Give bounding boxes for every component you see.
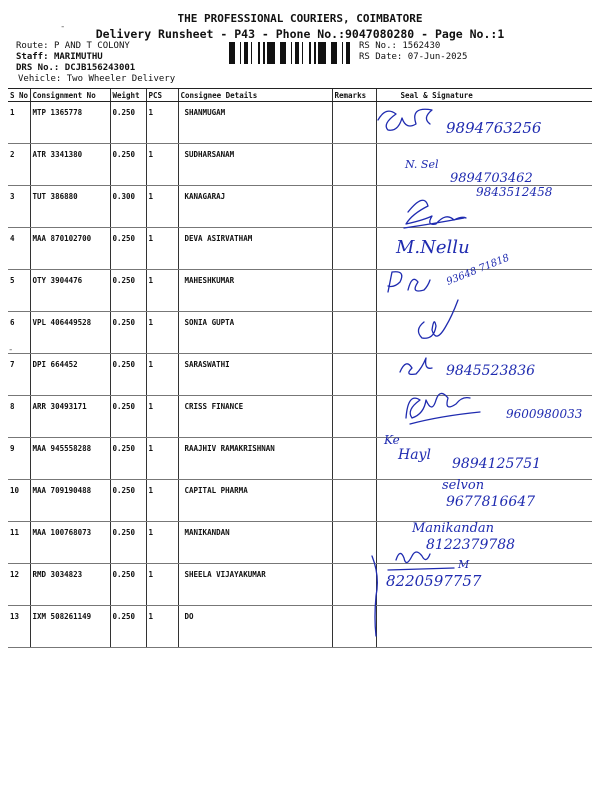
cell-weight: 0.250 [110,522,146,564]
cell-signature [376,354,592,396]
table-row [8,396,592,438]
staff-line [16,52,103,62]
cell-weight: 0.250 [110,270,146,312]
cell-pcs: 1 [146,312,178,354]
cell-pcs: 1 [146,522,178,564]
company-title: THE PROFESSIONAL COURIERS, COIMBATORE [177,12,423,25]
cell-sno: 4 [8,228,30,270]
handwritten-text: selvon [442,478,485,493]
table-row [8,102,592,144]
cell-remarks [332,312,376,354]
cell-remarks [332,270,376,312]
barcode-bar [295,42,298,64]
barcode-bar [283,42,286,64]
cell-consignment: MAA 870102700 [30,228,110,270]
barcode-bar [240,42,241,64]
route-value: P AND T COLONY [53,41,130,51]
cell-weight: 0.250 [110,354,146,396]
table-row [8,144,592,186]
barcode-bar [349,42,350,64]
cell-consignment: RMD 3034823 [30,564,110,606]
col-consignee: Consignee Details [178,89,332,102]
barcode-bar [309,42,311,64]
cell-signature [376,606,592,648]
barcode-bar [298,42,299,64]
cell-sno: 1 [8,102,30,144]
rs-no-line [359,41,440,51]
barcode-bar [229,42,232,64]
table-row [8,606,592,648]
cell-consignment: OTY 3904476 [30,270,110,312]
cell-consignment: IXM 508261149 [30,606,110,648]
drs-line [16,63,135,73]
cell-consignment: MAA 100768073 [30,522,110,564]
cell-consignee: SHANMUGAM [178,102,332,144]
cell-pcs: 1 [146,144,178,186]
col-remarks: Remarks [332,89,376,102]
cell-sno: 11 [8,522,30,564]
staff-value: MARIMUTHU [53,52,103,62]
cell-weight: 0.250 [110,102,146,144]
cell-signature [376,312,592,354]
table-row [8,270,592,312]
cell-pcs: 1 [146,102,178,144]
col-consignment: Consignment No [30,89,110,102]
cell-signature [376,186,592,228]
cell-consignee: SHEELA VIJAYAKUMAR [178,564,332,606]
cell-signature [376,438,592,480]
cell-weight: 0.250 [110,480,146,522]
barcode-bar [346,42,349,64]
barcode-bar [251,42,252,64]
barcode-bar [258,42,260,64]
barcode-bar [267,42,270,64]
handwritten-text: 9600980033 [506,407,583,421]
cell-consignee: KANAGARAJ [178,186,332,228]
barcode-bar [334,42,337,64]
handwritten-text: 9843512458 [476,185,553,199]
rs-date-value: 07-Jun-2025 [407,52,468,62]
barcode-bar [291,42,292,64]
handwritten-text: 9894703462 [450,171,533,186]
barcode-bar [318,42,321,64]
cell-pcs: 1 [146,438,178,480]
cell-consignment: MAA 709190488 [30,480,110,522]
cell-consignment: ATR 3341380 [30,144,110,186]
cell-signature [376,396,592,438]
runsheet-title: Delivery Runsheet - P43 - Phone No.:9047080280 - Page No.:1 [95,27,505,41]
cell-consignee: SUDHARSANAM [178,144,332,186]
cell-sno: 6 [8,312,30,354]
rs-no-label: RS No.: [359,41,397,51]
runsheet-table [8,88,592,648]
barcode-bar [314,42,316,64]
cell-signature [376,144,592,186]
cell-sno: 3 [8,186,30,228]
cell-consignment: VPL 406449528 [30,312,110,354]
rs-date-line [359,52,467,62]
barcode-bar [244,42,247,64]
cell-remarks [332,228,376,270]
cell-sno: 9 [8,438,30,480]
cell-remarks [332,354,376,396]
rs-date-label: RS Date: [359,52,403,62]
cell-weight: 0.250 [110,606,146,648]
cell-signature [376,102,592,144]
drs-label: DRS No.: [16,63,60,73]
col-sno: S No [10,90,29,100]
cell-pcs: 1 [146,186,178,228]
table-row [8,564,592,606]
cell-consignment: MAA 945558288 [30,438,110,480]
handwritten-text: N. Sel [405,158,439,171]
table-row [8,354,592,396]
table-row [8,312,592,354]
cell-sno: 8 [8,396,30,438]
barcode-bar [302,42,303,64]
cell-pcs: 1 [146,354,178,396]
handwritten-text: M [458,558,470,571]
cell-signature [376,564,592,606]
barcode-bar [263,42,265,64]
handwritten-text: 9677816647 [446,494,536,510]
cell-sno: 5 [8,270,30,312]
cell-consignee: MAHESHKUMAR [178,270,332,312]
cell-pcs: 1 [146,228,178,270]
cell-consignee: DO [178,606,332,648]
table-row [8,438,592,480]
barcode-bar [247,42,248,64]
cell-pcs: 1 [146,480,178,522]
cell-consignment: DPI 664452 [30,354,110,396]
handwritten-text: 9894763256 [446,119,542,137]
col-signature: Seal & Signature [376,89,592,102]
cell-remarks [332,102,376,144]
table-row [8,228,592,270]
cell-sno: 10 [8,480,30,522]
cell-remarks [332,144,376,186]
cell-remarks [332,480,376,522]
rs-no-value: 1562430 [402,41,441,51]
cell-signature [376,270,592,312]
table-row [8,480,592,522]
barcode [229,42,354,64]
scan-mark: - [60,22,66,32]
cell-consignee: SARASWATHI [178,354,332,396]
cell-weight: 0.250 [110,396,146,438]
cell-consignee: DEVA ASIRVATHAM [178,228,332,270]
cell-pcs: 1 [146,270,178,312]
cell-remarks [332,186,376,228]
staff-label: Staff: [16,52,49,62]
cell-consignee: CRISS FINANCE [178,396,332,438]
handwritten-text: 93648 71818 [445,252,512,288]
vehicle-line: Vehicle: Two Wheeler Delivery [18,74,176,84]
cell-weight: 0.300 [110,186,146,228]
table-header-row [8,89,592,102]
cell-remarks [332,606,376,648]
cell-remarks [332,438,376,480]
cell-weight: 0.250 [110,438,146,480]
handwritten-text: Hayl [398,447,431,463]
cell-remarks [332,396,376,438]
cell-pcs: 1 [146,396,178,438]
barcode-bar [270,42,272,64]
cell-sno: 13 [8,606,30,648]
cell-weight: 0.250 [110,228,146,270]
handwritten-text: 9845523836 [446,363,536,379]
handwritten-text: M.Nellu [396,237,470,258]
handwritten-text: 9894125751 [452,456,542,472]
cell-remarks [332,522,376,564]
cell-pcs: 1 [146,564,178,606]
cell-remarks [332,564,376,606]
cell-signature [376,228,592,270]
barcode-bar [272,42,275,64]
scan-mark: - [8,345,14,355]
cell-consignment: MTP 1365778 [30,102,110,144]
cell-consignment: TUT 386880 [30,186,110,228]
cell-signature [376,522,592,564]
cell-consignee: RAAJHIV RAMAKRISHNAN [178,438,332,480]
barcode-bar [342,42,343,64]
cell-signature [376,480,592,522]
cell-consignee: SONIA GUPTA [178,312,332,354]
col-pcs: PCS [146,89,178,102]
cell-sno: 7 [8,354,30,396]
col-weight: Weight [110,89,146,102]
cell-consignee: CAPITAL PHARMA [178,480,332,522]
route-label: Route: [16,41,49,51]
handwritten-text: 8220597757 [386,572,482,590]
barcode-bar [232,42,235,64]
handwritten-text: 8122379788 [426,537,516,553]
route-line [16,41,130,51]
barcode-bar [321,42,323,64]
cell-sno: 2 [8,144,30,186]
table-row [8,186,592,228]
handwritten-text: Manikandan [412,521,495,536]
barcode-bar [280,42,283,64]
cell-consignee: MANIKANDAN [178,522,332,564]
cell-weight: 0.250 [110,144,146,186]
barcode-bar [331,42,334,64]
cell-consignment: ARR 30493171 [30,396,110,438]
table-row [8,522,592,564]
cell-sno: 12 [8,564,30,606]
cell-weight: 0.250 [110,564,146,606]
barcode-bar [323,42,326,64]
cell-pcs: 1 [146,606,178,648]
cell-weight: 0.250 [110,312,146,354]
drs-value: DCJB156243001 [64,63,136,73]
handwritten-text: Ke [384,433,400,447]
